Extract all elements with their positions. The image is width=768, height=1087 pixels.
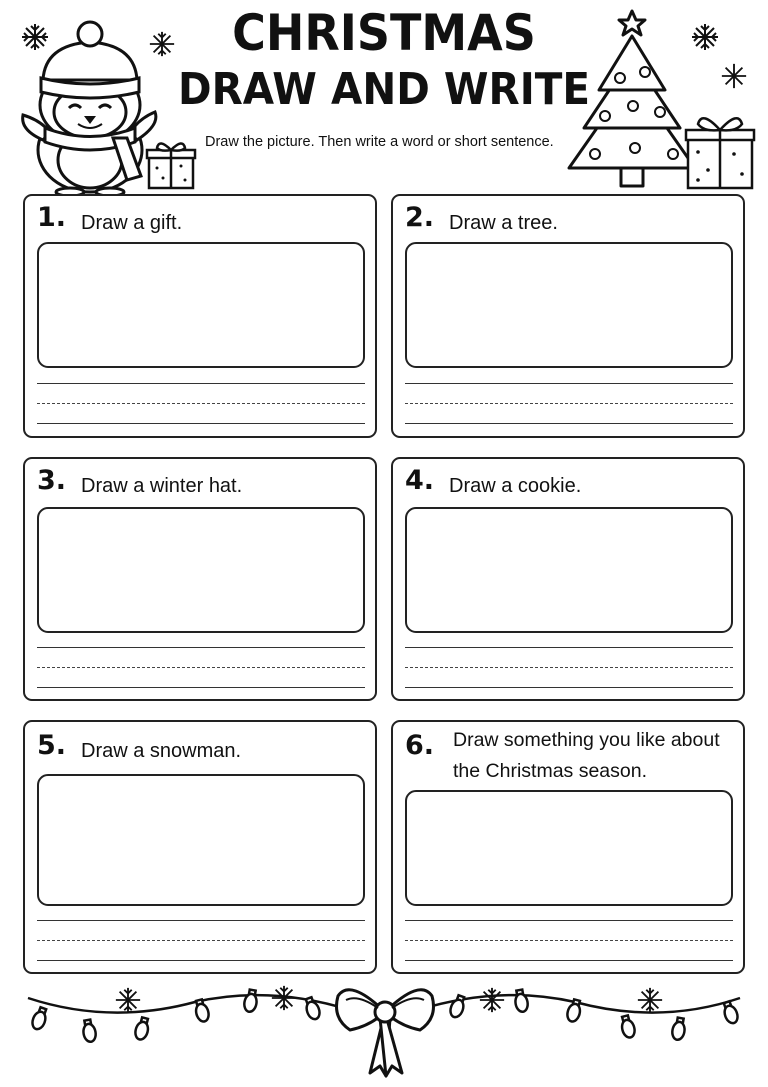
writing-baseline[interactable] <box>37 960 365 961</box>
writing-line[interactable] <box>405 920 733 921</box>
snowflake-icon <box>114 986 142 1014</box>
snowflake-icon <box>270 984 298 1012</box>
task-prompt: Draw a winter hat. <box>81 475 243 497</box>
task-card-4 <box>391 457 745 701</box>
task-card-5 <box>23 720 377 974</box>
task-card-3 <box>23 457 377 701</box>
drawing-area[interactable] <box>405 790 733 906</box>
bow-icon <box>330 978 440 1078</box>
task-number: 6. <box>405 730 435 761</box>
instructions-text: Draw the picture. Then write a word or short sentence. <box>205 134 554 150</box>
task-prompt: Draw a tree. <box>449 212 558 234</box>
task-number: 4. <box>405 465 435 496</box>
writing-line[interactable] <box>37 383 365 384</box>
writing-baseline[interactable] <box>405 687 733 688</box>
task-number: 5. <box>37 730 67 761</box>
task-card-1 <box>23 194 377 438</box>
task-prompt: Draw a cookie. <box>449 475 582 497</box>
writing-line[interactable] <box>37 647 365 648</box>
gift-icon <box>145 138 197 190</box>
writing-midline <box>405 667 733 668</box>
writing-midline <box>405 403 733 404</box>
drawing-area[interactable] <box>37 242 365 368</box>
task-number: 2. <box>405 202 435 233</box>
task-card-6 <box>391 720 745 974</box>
drawing-area[interactable] <box>37 774 365 906</box>
task-prompt: Draw a gift. <box>81 212 183 234</box>
writing-baseline[interactable] <box>405 960 733 961</box>
writing-baseline[interactable] <box>37 423 365 424</box>
writing-baseline[interactable] <box>405 423 733 424</box>
writing-midline <box>405 940 733 941</box>
writing-midline <box>37 403 365 404</box>
task-number: 1. <box>37 202 67 233</box>
drawing-area[interactable] <box>37 507 365 633</box>
drawing-area[interactable] <box>405 242 733 368</box>
page-title: CHRISTMAS <box>232 4 536 62</box>
writing-line[interactable] <box>405 383 733 384</box>
writing-line[interactable] <box>37 920 365 921</box>
drawing-area[interactable] <box>405 507 733 633</box>
gift-icon <box>684 108 756 190</box>
writing-line[interactable] <box>405 647 733 648</box>
writing-midline <box>37 940 365 941</box>
writing-baseline[interactable] <box>37 687 365 688</box>
task-prompt: Draw something you like about the Christmas season. <box>453 729 720 782</box>
snowflake-icon <box>636 986 664 1014</box>
task-number: 3. <box>37 465 67 496</box>
writing-midline <box>37 667 365 668</box>
task-card-2 <box>391 194 745 438</box>
page-subtitle-title: DRAW AND WRITE <box>177 64 591 115</box>
snowflake-icon <box>478 986 506 1014</box>
task-prompt: Draw a snowman. <box>81 740 242 762</box>
